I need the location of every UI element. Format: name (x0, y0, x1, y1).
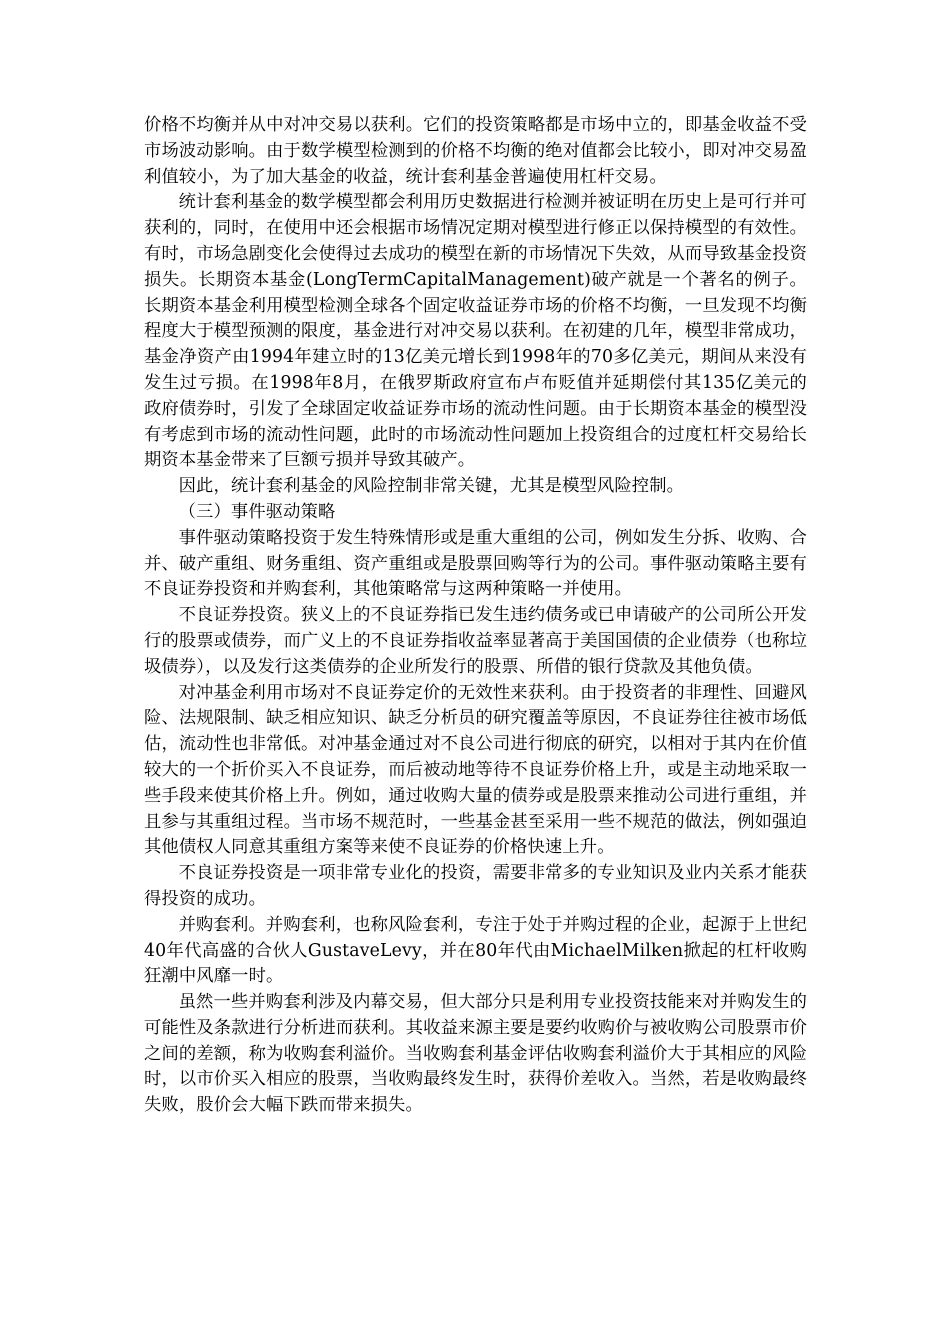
paragraph-1: 价格不均衡并从中对冲交易以获利。它们的投资策略都是市场中立的，即基金收益不受市场波动影响。由于数学模型检测到的价格不均衡的绝对值都会比较小，即对冲交易盈利值较小，为了加大基金的收益，统计套利基金普遍使用杠杆交易。 (144, 115, 807, 187)
paragraph-3: 因此，统计套利基金的风险控制非常关键，尤其是模型风险控制。 (178, 476, 685, 497)
paragraph-6: 对冲基金利用市场对不良证券定价的无效性来获利。由于投资者的非理性、回避风险、法规限制、缺乏相应知识、缺乏分析员的研究覆盖等原因，不良证券往往被市场低估，流动性也非常低。对冲基金通过对不良公司进行彻底的研究，以相对于其内在价值较大的一个折价买入不良证券，而后被动地等待不良证券价格上升，或是主动地采取一些手段来使其价格上升。例如，通过收购大量的债券或是股票来推动公司进行重组，并且参与其重组过程。当市场不规范时，一些基金甚至采用一些不规范的做法，例如强迫其他债权人同意其重组方案等来使不良证券的价格快速上升。 (144, 682, 807, 858)
paragraph-4: 事件驱动策略投资于发生特殊情形或是重大重组的公司，例如发生分拆、收购、合并、破产重组、财务重组、资产重组或是股票回购等行为的公司。事件驱动策略主要有不良证券投资和并购套利，其他策略常与这两种策略一并使用。 (144, 527, 807, 600)
paragraph-7: 不良证券投资是一项非常专业化的投资，需要非常多的专业知识及业内关系才能获得投资的成功。 (144, 863, 807, 909)
paragraph-8: 并购套利。并购套利，也称风险套利，专注于处于并购过程的企业，起源于上世纪40年代高盛的合伙人GustaveLevy，并在80年代由MichaelMilken掀起的杠杆收购狂潮中风靡一时。 (144, 914, 807, 987)
document-body (144, 113, 807, 1119)
section-heading: （三）事件驱动策略 (178, 501, 336, 522)
paragraph-5: 不良证券投资。狭义上的不良证券指已发生违约债务或已申请破产的公司所公开发行的股票或债券，而广义上的不良证券指收益率显著高于美国国债的企业债券（也称垃圾债券），以及发行这类债券的企业所发行的股票、所借的银行贷款及其他负债。 (144, 605, 807, 677)
paragraph-9: 虽然一些并购套利涉及内幕交易，但大部分只是利用专业投资技能来对并购发生的可能性及条款进行分析进而获利。其收益来源主要是要约收购价与被收购公司股票市价之间的差额，称为收购套利溢价。当收购套利基金评估收购套利溢价大于其相应的风险时，以市价买入相应的股票，当收购最终发生时，获得价差收入。当然，若是收购最终失败，股价会大幅下跌而带来损失。 (144, 992, 807, 1116)
paragraph-2: 统计套利基金的数学模型都会利用历史数据进行检测并被证明在历史上是可行并可获利的，同时，在使用中还会根据市场情况定期对模型进行修正以保持模型的有效性。有时，市场急剧变化会使得过去成功的模型在新的市场情况下失效，从而导致基金投资损失。长期资本基金(LongTermCapitalManagement)破产就是一个著名的例子。长期资本基金利用模型检测全球各个固定收益证券市场的价格不均衡，一旦发现不均衡程度大于模型预测的限度，基金进行对冲交易以获利。在初建的几年，模型非常成功，基金净资产由1994年建立时的13亿美元增长到1998年的70多亿美元，期间从来没有发生过亏损。在1998年8月，在俄罗斯政府宣布卢布贬值并延期偿付其135亿美元的政府债券时，引发了全球固定收益证券市场的流动性问题。由于长期资本基金的模型没有考虑到市场的流动性问题，此时的市场流动性问题加上投资组合的过度杠杆交易给长期资本基金带来了巨额亏损并导致其破产。 (144, 192, 807, 471)
